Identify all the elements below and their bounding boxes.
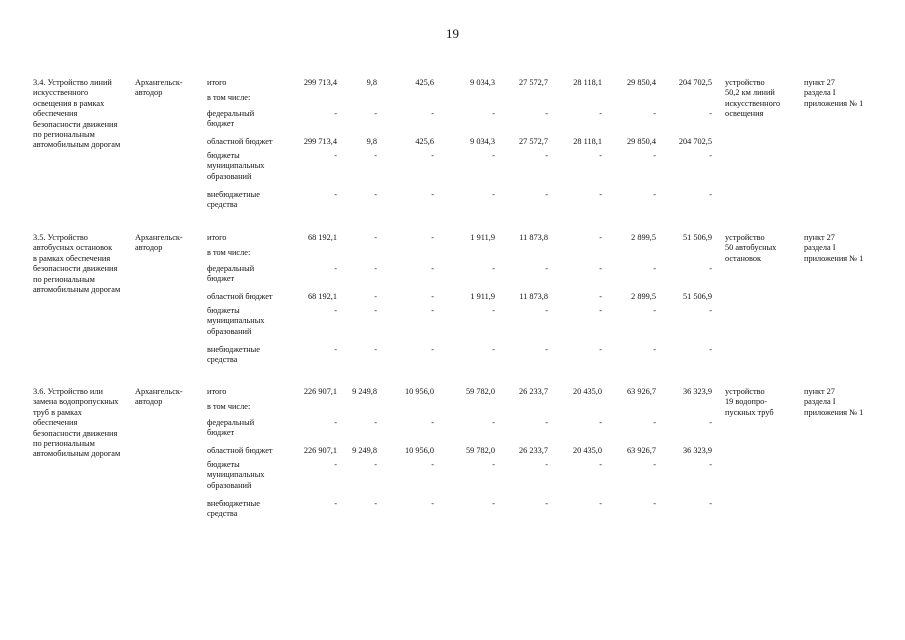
row-label: в том числе: — [207, 402, 251, 411]
row-label: внебюджетные средства — [207, 499, 260, 519]
table-cell: - — [709, 345, 712, 354]
table-cell: - — [545, 306, 548, 315]
table-cell: 9,8 — [366, 137, 377, 146]
table-cell: - — [653, 345, 656, 354]
table-cell: 63 926,7 — [626, 446, 656, 455]
table-cell: - — [653, 460, 656, 469]
table-cell: 10 956,0 — [404, 387, 434, 396]
table-cell: - — [653, 418, 656, 427]
table-cell: - — [545, 499, 548, 508]
row-label: итого — [207, 78, 227, 87]
row-label: областной бюджет — [207, 137, 273, 146]
table-cell: - — [374, 151, 377, 160]
table-cell: 28 118,1 — [573, 78, 602, 87]
expected-result: устройство 19 водопро- пускных труб — [725, 387, 774, 417]
row-label: внебюджетные средства — [207, 345, 260, 365]
table-cell: - — [709, 109, 712, 118]
table-cell: - — [492, 499, 495, 508]
table-cell: - — [709, 460, 712, 469]
table-cell: - — [599, 109, 602, 118]
table-cell: - — [545, 460, 548, 469]
table-cell: 59 782,0 — [465, 446, 495, 455]
table-cell: - — [431, 292, 434, 301]
table-cell: - — [374, 345, 377, 354]
table-cell: - — [599, 292, 602, 301]
table-cell: - — [492, 264, 495, 273]
table-cell: - — [599, 264, 602, 273]
row-label: итого — [207, 233, 227, 242]
table-cell: 36 323,9 — [682, 387, 712, 396]
table-cell: - — [545, 345, 548, 354]
table-cell: - — [599, 418, 602, 427]
executor: Архангельск- автодор — [135, 233, 183, 253]
table-cell: - — [374, 460, 377, 469]
table-cell: - — [492, 306, 495, 315]
table-cell: - — [545, 190, 548, 199]
table-cell: 20 435,0 — [572, 387, 602, 396]
table-cell: 27 572,7 — [518, 137, 548, 146]
table-cell: - — [334, 151, 337, 160]
row-label: федеральный бюджет — [207, 418, 255, 438]
table-cell: - — [334, 499, 337, 508]
table-cell: - — [545, 151, 548, 160]
table-cell: 51 506,9 — [682, 292, 712, 301]
program-link: пункт 27 раздела I приложения № 1 — [804, 78, 864, 108]
table-cell: - — [492, 345, 495, 354]
executor: Архангельск- автодор — [135, 387, 183, 407]
table-cell: - — [492, 418, 495, 427]
section-title: 3.6. Устройство или замена водопропускных труб в рамках обеспечения безопасности движения по региональным автомобильным дорогам — [33, 387, 121, 459]
table-cell: - — [599, 190, 602, 199]
table-cell: 59 782,0 — [465, 387, 495, 396]
table-cell: 68 192,1 — [307, 233, 337, 242]
table-cell: - — [374, 499, 377, 508]
table-cell: - — [709, 306, 712, 315]
table-cell: - — [599, 460, 602, 469]
table-cell: - — [374, 109, 377, 118]
table-cell: 9,8 — [366, 78, 377, 87]
table-cell: - — [599, 499, 602, 508]
table-cell: - — [653, 264, 656, 273]
table-cell: 29 850,4 — [626, 137, 656, 146]
table-cell: - — [709, 264, 712, 273]
table-cell: 299 713,4 — [303, 78, 337, 87]
table-cell: 20 435,0 — [572, 446, 602, 455]
table-cell: - — [492, 190, 495, 199]
table-cell: - — [374, 190, 377, 199]
table-cell: - — [599, 345, 602, 354]
row-label: в том числе: — [207, 93, 251, 102]
table-cell: 28 118,1 — [573, 137, 602, 146]
table-cell: - — [334, 345, 337, 354]
table-cell: 2 899,5 — [631, 292, 656, 301]
table-cell: 26 233,7 — [518, 387, 548, 396]
table-cell: 68 192,1 — [307, 292, 337, 301]
table-cell: 26 233,7 — [518, 446, 548, 455]
table-cell: 11 873,8 — [519, 233, 548, 242]
table-cell: - — [431, 233, 434, 242]
table-cell: - — [545, 418, 548, 427]
table-cell: - — [431, 151, 434, 160]
table-cell: - — [431, 499, 434, 508]
table-cell: 204 702,5 — [678, 78, 712, 87]
table-cell: - — [492, 460, 495, 469]
table-cell: - — [599, 306, 602, 315]
table-cell: - — [709, 418, 712, 427]
section-title: 3.4. Устройство линий искусственного освещения в рамках обеспечения безопасности движения по региональным автомобильным дорогам — [33, 78, 121, 150]
expected-result: устройство 50,2 км линий искусственного освещения — [725, 78, 781, 119]
row-label: бюджеты муниципальных образований — [207, 151, 265, 181]
executor: Архангельск- автодор — [135, 78, 183, 98]
table-cell: - — [653, 499, 656, 508]
table-cell: - — [374, 292, 377, 301]
table-cell: 9 249,8 — [352, 387, 377, 396]
table-cell: - — [599, 151, 602, 160]
table-cell: - — [334, 418, 337, 427]
table-cell: - — [431, 190, 434, 199]
row-label: бюджеты муниципальных образований — [207, 306, 265, 336]
table-cell: 27 572,7 — [518, 78, 548, 87]
row-label: в том числе: — [207, 248, 251, 257]
table-cell: 63 926,7 — [626, 387, 656, 396]
table-cell: - — [374, 418, 377, 427]
table-cell: 1 911,9 — [470, 292, 495, 301]
table-cell: 204 702,5 — [678, 137, 712, 146]
row-label: бюджеты муниципальных образований — [207, 460, 265, 490]
table-cell: - — [709, 499, 712, 508]
table-cell: 51 506,9 — [682, 233, 712, 242]
table-cell: - — [709, 151, 712, 160]
table-cell: 1 911,9 — [470, 233, 495, 242]
table-cell: - — [545, 264, 548, 273]
table-cell: 36 323,9 — [682, 446, 712, 455]
row-label: федеральный бюджет — [207, 109, 255, 129]
table-cell: - — [653, 190, 656, 199]
table-cell: 9 034,3 — [470, 137, 495, 146]
row-label: областной бюджет — [207, 446, 273, 455]
row-label: областной бюджет — [207, 292, 273, 301]
row-label: федеральный бюджет — [207, 264, 255, 284]
row-label: внебюджетные средства — [207, 190, 260, 210]
table-cell: - — [653, 109, 656, 118]
table-cell: 29 850,4 — [626, 78, 656, 87]
table-cell: - — [374, 306, 377, 315]
table-cell: 11 873,8 — [519, 292, 548, 301]
page-number: 19 — [446, 26, 459, 41]
table-cell: 9 249,8 — [352, 446, 377, 455]
table-cell: 226 907,1 — [303, 387, 337, 396]
table-cell: 2 899,5 — [631, 233, 656, 242]
table-cell: 226 907,1 — [303, 446, 337, 455]
program-link: пункт 27 раздела I приложения № 1 — [804, 233, 864, 263]
table-cell: - — [334, 460, 337, 469]
table-cell: 299 713,4 — [303, 137, 337, 146]
table-cell: - — [492, 151, 495, 160]
table-cell: 425,6 — [415, 137, 434, 146]
program-link: пункт 27 раздела I приложения № 1 — [804, 387, 864, 417]
table-cell: - — [431, 109, 434, 118]
table-cell: - — [431, 306, 434, 315]
table-cell: - — [334, 109, 337, 118]
table-cell: - — [599, 233, 602, 242]
table-cell: - — [431, 418, 434, 427]
table-cell: 425,6 — [415, 78, 434, 87]
table-cell: - — [545, 109, 548, 118]
table-cell: 9 034,3 — [470, 78, 495, 87]
table-cell: - — [431, 345, 434, 354]
table-cell: - — [709, 190, 712, 199]
table-cell: - — [653, 151, 656, 160]
table-cell: - — [431, 460, 434, 469]
table-cell: - — [374, 264, 377, 273]
row-label: итого — [207, 387, 227, 396]
section-title: 3.5. Устройство автобусных остановок в рамках обеспечения безопасности движения по региональным автомобильным дорогам — [33, 233, 121, 295]
table-cell: 10 956,0 — [404, 446, 434, 455]
table-cell: - — [334, 264, 337, 273]
table-cell: - — [431, 264, 434, 273]
table-cell: - — [492, 109, 495, 118]
table-cell: - — [374, 233, 377, 242]
table-cell: - — [334, 306, 337, 315]
table-cell: - — [653, 306, 656, 315]
expected-result: устройство 50 автобусных остановок — [725, 233, 777, 263]
table-cell: - — [334, 190, 337, 199]
